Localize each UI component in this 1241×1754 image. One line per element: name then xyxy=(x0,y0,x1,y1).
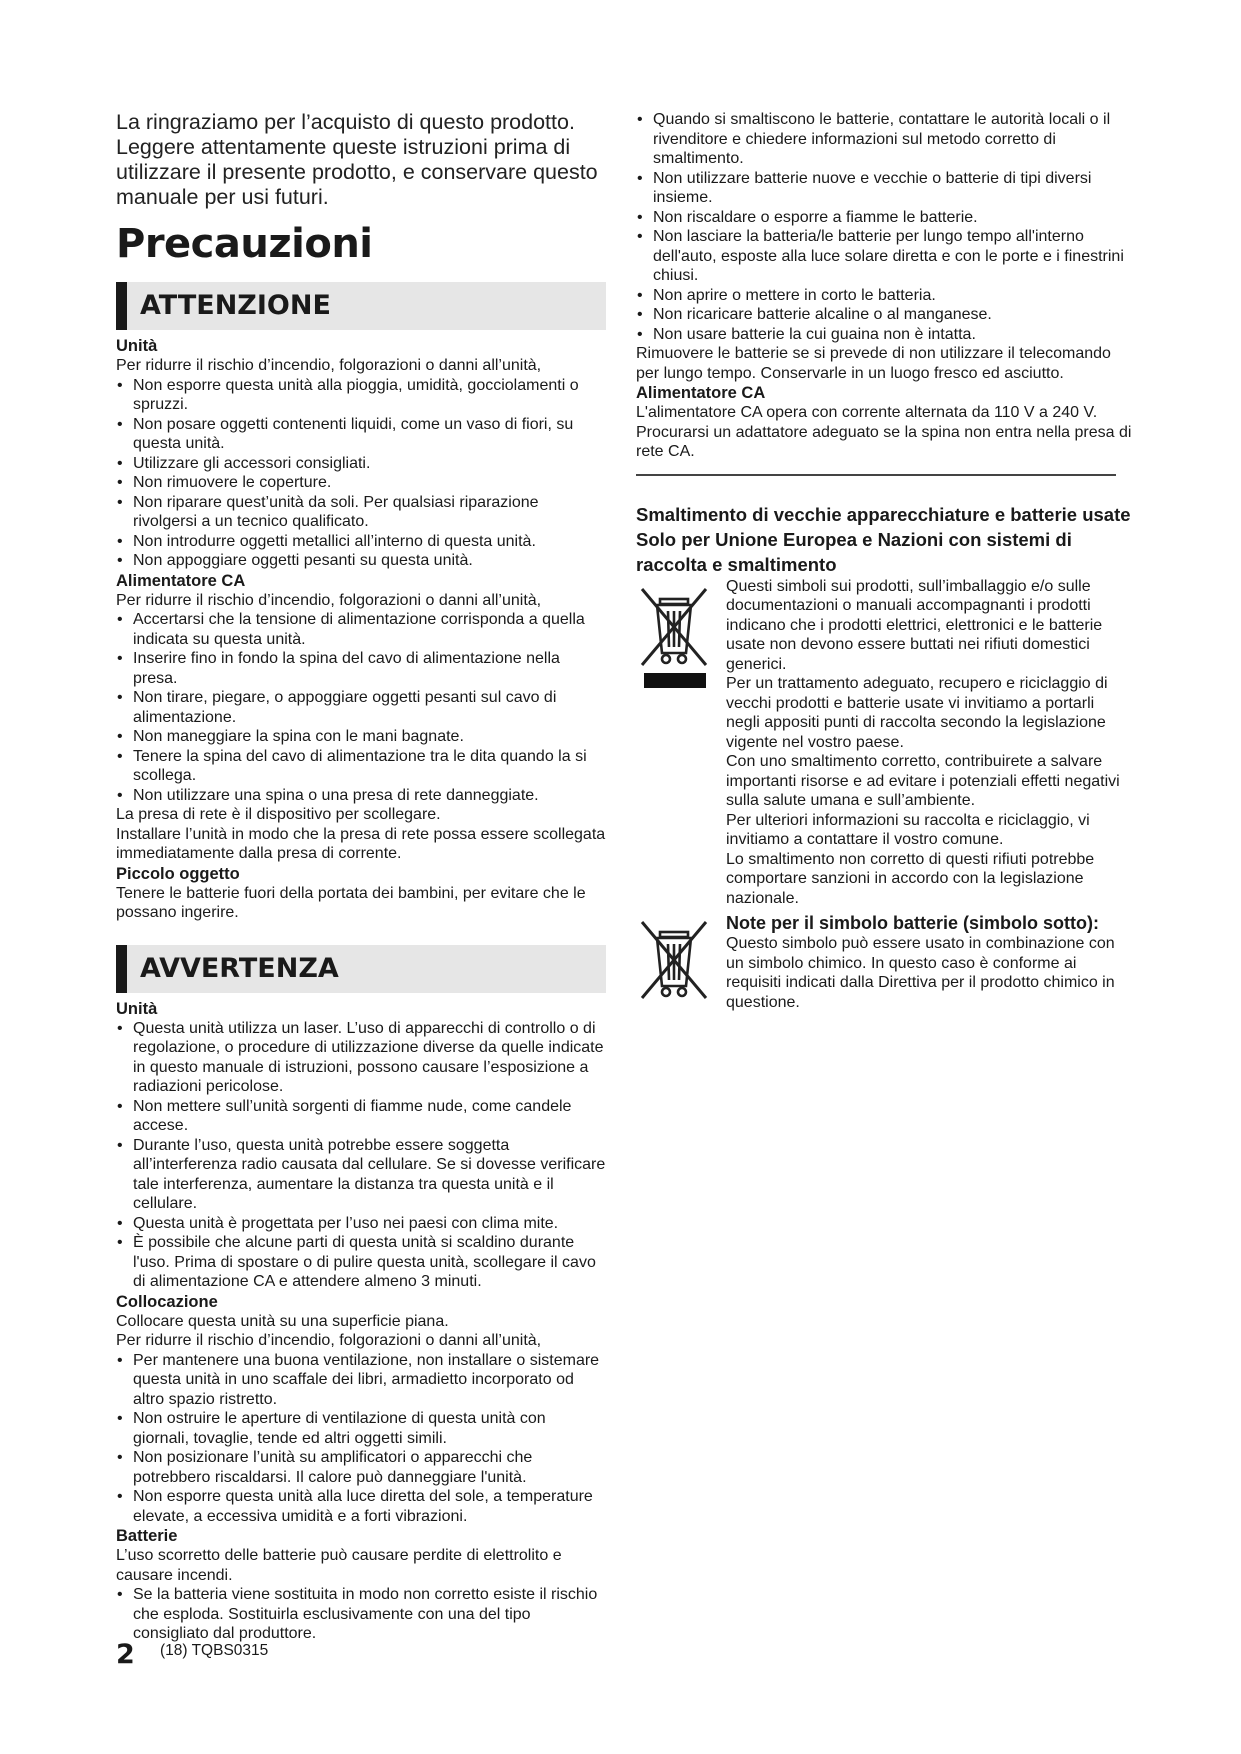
list-item: • Non lasciare la batteria/le batterie per lungo tempo all'interno dell'auto, esposte alla luce solare diretta e con le porte e i finestrini chiusi. xyxy=(636,227,1132,286)
list-item: • Non esporre questa unità alla pioggia, umidità, gocciolamenti o spruzzi. xyxy=(116,376,606,415)
collocazione-heading: Collocazione xyxy=(116,1292,218,1311)
piccolo-oggetto-text: Tenere le batterie fuori della portata dei bambini, per evitare che le possano ingerire. xyxy=(116,884,586,921)
batterie-text: L’uso scorretto delle batterie può causare perdite di elettrolito e causare incendi. xyxy=(116,1547,562,1584)
batterie-storage-text: Rimuovere le batterie se si prevede di non utilizzare il telecomando per lungo tempo. Conservarle in un luogo fresco ed asciutto. xyxy=(636,345,1111,382)
list-item: • Non riparare quest’unità da soli. Per qualsiasi riparazione rivolgersi a un tecnico qualificato. xyxy=(116,493,606,532)
banner-bar xyxy=(116,945,127,993)
unita-list xyxy=(116,376,606,571)
black-bar-symbol xyxy=(644,673,706,688)
list-item: • Non mettere sull’unità sorgenti di fiamme nude, come candele accese. xyxy=(116,1097,606,1136)
page-number: 2 xyxy=(116,1639,135,1670)
list-item: • Non ostruire le aperture di ventilazione di questa unità con giornali, tovaglie, tende ed altri oggetti simili. xyxy=(116,1409,606,1448)
alimentatore-heading-2: Alimentatore CA xyxy=(636,384,766,402)
crossed-bin-icon-2 xyxy=(636,914,712,1004)
collocazione-text-1: Collocare questa unità su una superficie piana. xyxy=(116,1312,449,1330)
document-code: (18) TQBS0315 xyxy=(160,1642,269,1659)
unita-heading-2: Unità xyxy=(116,999,158,1018)
list-item: • Non ricaricare batterie alcaline o al manganese. xyxy=(636,305,1132,325)
battery-note-block xyxy=(636,912,1132,1012)
intro-text: La ringraziamo per l’acquisto di questo prodotto. Leggere attentamente queste istruzioni prima di utilizzare il presente prodotto, e conservare questo manuale per usi futuri. xyxy=(116,110,598,209)
list-item: • Per mantenere una buona ventilazione, non installare o sistemare questa unità in uno scaffale dei libri, armadietto incorporato od altro spazio ristretto. xyxy=(116,1351,606,1410)
list-item: • Se la batteria viene sostituita in modo non corretto esiste il rischio che esploda. Sostituirla esclusivamente con una del tipo consigliato dal produttore. xyxy=(116,1585,606,1644)
batterie-list-left xyxy=(116,1585,606,1644)
alimentatore-note-2: Installare l’unità in modo che la presa di rete possa essere scollegata immediatamente dalla presa di corrente. xyxy=(116,825,606,862)
list-item: • Accertarsi che la tensione di alimentazione corrisponda a quella indicata su questa unità. xyxy=(116,610,606,649)
list-item: • Non tirare, piegare, o appoggiare oggetti pesanti sul cavo di alimentazione. xyxy=(116,688,606,727)
left-column xyxy=(116,110,606,1644)
list-item: • Non appoggiare oggetti pesanti su questa unità. xyxy=(116,551,606,571)
alimentatore-intro: Per ridurre il rischio d’incendio, folgorazioni o danni all’unità, xyxy=(116,591,542,609)
list-item: • Non introdurre oggetti metallici all’interno di questa unità. xyxy=(116,532,606,552)
smaltimento-text-4: Per ulteriori informazioni su raccolta e riciclaggio, vi invitiamo a contattare il vostro comune. xyxy=(726,811,1090,848)
alimentatore-heading: Alimentatore CA xyxy=(116,571,246,590)
list-item: • Durante l’uso, questa unità potrebbe essere soggetta all’interferenza radio causata dal cellulare. Se si dovesse verificare tale interferenza, aumentare la distanza tra questa unità e il cellulare. xyxy=(116,1136,606,1214)
list-item: • Non maneggiare la spina con le mani bagnate. xyxy=(116,727,606,747)
list-item: • Non rimuovere le coperture. xyxy=(116,473,606,493)
right-column xyxy=(636,110,1132,1012)
weee-block xyxy=(636,577,1132,909)
smaltimento-text-5: Lo smaltimento non corretto di questi rifiuti potrebbe comportare sanzioni in accordo con la legislazione nazionale. xyxy=(726,850,1095,907)
list-item: • Non posizionare l’unità su amplificatori o apparecchi che potrebbero riscaldarsi. Il calore può danneggiare l'unità. xyxy=(116,1448,606,1487)
unita-intro: Per ridurre il rischio d’incendio, folgorazioni o danni all’unità, xyxy=(116,357,542,374)
list-item: • Non posare oggetti contenenti liquidi, come un vaso di fiori, su questa unità. xyxy=(116,415,606,454)
collocazione-list xyxy=(116,1351,606,1527)
page-title: Precauzioni xyxy=(116,221,373,267)
attenzione-title: ATTENZIONE xyxy=(140,290,331,321)
smaltimento-text-3: Con uno smaltimento corretto, contribuirete a salvare importanti risorse e ad evitare i potenziali effetti negativi sulla salute umana e sull’ambiente. xyxy=(726,753,1120,809)
attenzione-banner xyxy=(116,282,606,330)
battery-note-heading: Note per il simbolo batterie (simbolo sotto): xyxy=(726,913,1100,933)
avvertenza-banner xyxy=(116,945,606,993)
list-item: • Non usare batterie la cui guaina non è intatta. xyxy=(636,325,1132,345)
list-item: • Questa unità utilizza un laser. L’uso di apparecchi di controllo o di regolazione, o procedure di utilizzazione diverse da quelle indicate in questo manuale di istruzioni, possono causare l’esposizione a radiazioni pericolose. xyxy=(116,1019,606,1097)
unita-heading: Unità xyxy=(116,337,158,355)
smaltimento-text-2: Per un trattamento adeguato, recupero e riciclaggio di vecchi prodotti e batterie usate vi invitiamo a portarli negli appositi punti di raccolta secondo la legislazione vigente nel vostro paese. xyxy=(726,675,1108,751)
alimentatore-list xyxy=(116,610,606,805)
smaltimento-heading: Smaltimento di vecchie apparecchiature e batterie usate xyxy=(636,503,1131,525)
batterie-heading: Batterie xyxy=(116,1527,178,1545)
list-item: • Inserire fino in fondo la spina del cavo di alimentazione nella presa. xyxy=(116,649,606,688)
list-item: • Quando si smaltiscono le batterie, contattare le autorità locali o il rivenditore e chiedere informazioni sul metodo corretto di smaltimento. xyxy=(636,110,1132,169)
list-item: • Utilizzare gli accessori consigliati. xyxy=(116,454,606,474)
list-item: • Non utilizzare batterie nuove e vecchie o batterie di tipi diversi insieme. xyxy=(636,169,1132,208)
crossed-bin-icon xyxy=(636,581,712,671)
list-item: • Non aprire o mettere in corto le batteria. xyxy=(636,286,1132,306)
avvertenza-title: AVVERTENZA xyxy=(140,952,339,984)
alimentatore-text-2: L'alimentatore CA opera con corrente alternata da 110 V a 240 V. Procurarsi un adattatore adeguato se la spina non entra nella presa di rete CA. xyxy=(636,404,1132,460)
alimentatore-note-1: La presa di rete è il dispositivo per scollegare. xyxy=(116,806,441,823)
list-item: • Questa unità è progettata per l’uso nei paesi con clima mite. xyxy=(116,1214,606,1234)
piccolo-oggetto-heading: Piccolo oggetto xyxy=(116,864,240,883)
section-divider xyxy=(636,474,1116,476)
list-item: • È possibile che alcune parti di questa unità si scaldino durante l'uso. Prima di spostare o di pulire questa unità, scollegare il cavo di alimentazione CA e attendere almeno 3 minuti. xyxy=(116,1233,606,1292)
collocazione-text-2: Per ridurre il rischio d’incendio, folgorazioni o danni all’unità, xyxy=(116,1332,542,1349)
banner-bar xyxy=(116,282,127,330)
list-item: • Non riscaldare o esporre a fiamme le batterie. xyxy=(636,208,1132,228)
avvertenza-unita-list xyxy=(116,1019,606,1292)
smaltimento-subheading: Solo per Unione Europea e Nazioni con sistemi di raccolta e smaltimento xyxy=(636,528,1072,575)
battery-note-text: Questo simbolo può essere usato in combinazione con un simbolo chimico. In questo caso è conforme ai requisiti indicati dalla Direttiva per il prodotto chimico in questione. xyxy=(726,935,1115,1011)
batterie-list-right xyxy=(636,110,1132,344)
list-item: • Non esporre questa unità alla luce diretta del sole, a temperature elevate, a eccessiva umidità e a forti vibrazioni. xyxy=(116,1487,606,1526)
list-item: • Non utilizzare una spina o una presa di rete danneggiate. xyxy=(116,786,606,806)
smaltimento-text-1: Questi simboli sui prodotti, sull’imballaggio e/o sulle documentazioni o manuali accompagnanti i prodotti indicano che i prodotti elettrici, elettronici e le batterie usate non devono essere buttati nei rifiuti domestici generici. xyxy=(726,577,1103,673)
list-item: • Tenere la spina del cavo di alimentazione tra le dita quando la si scollega. xyxy=(116,747,606,786)
